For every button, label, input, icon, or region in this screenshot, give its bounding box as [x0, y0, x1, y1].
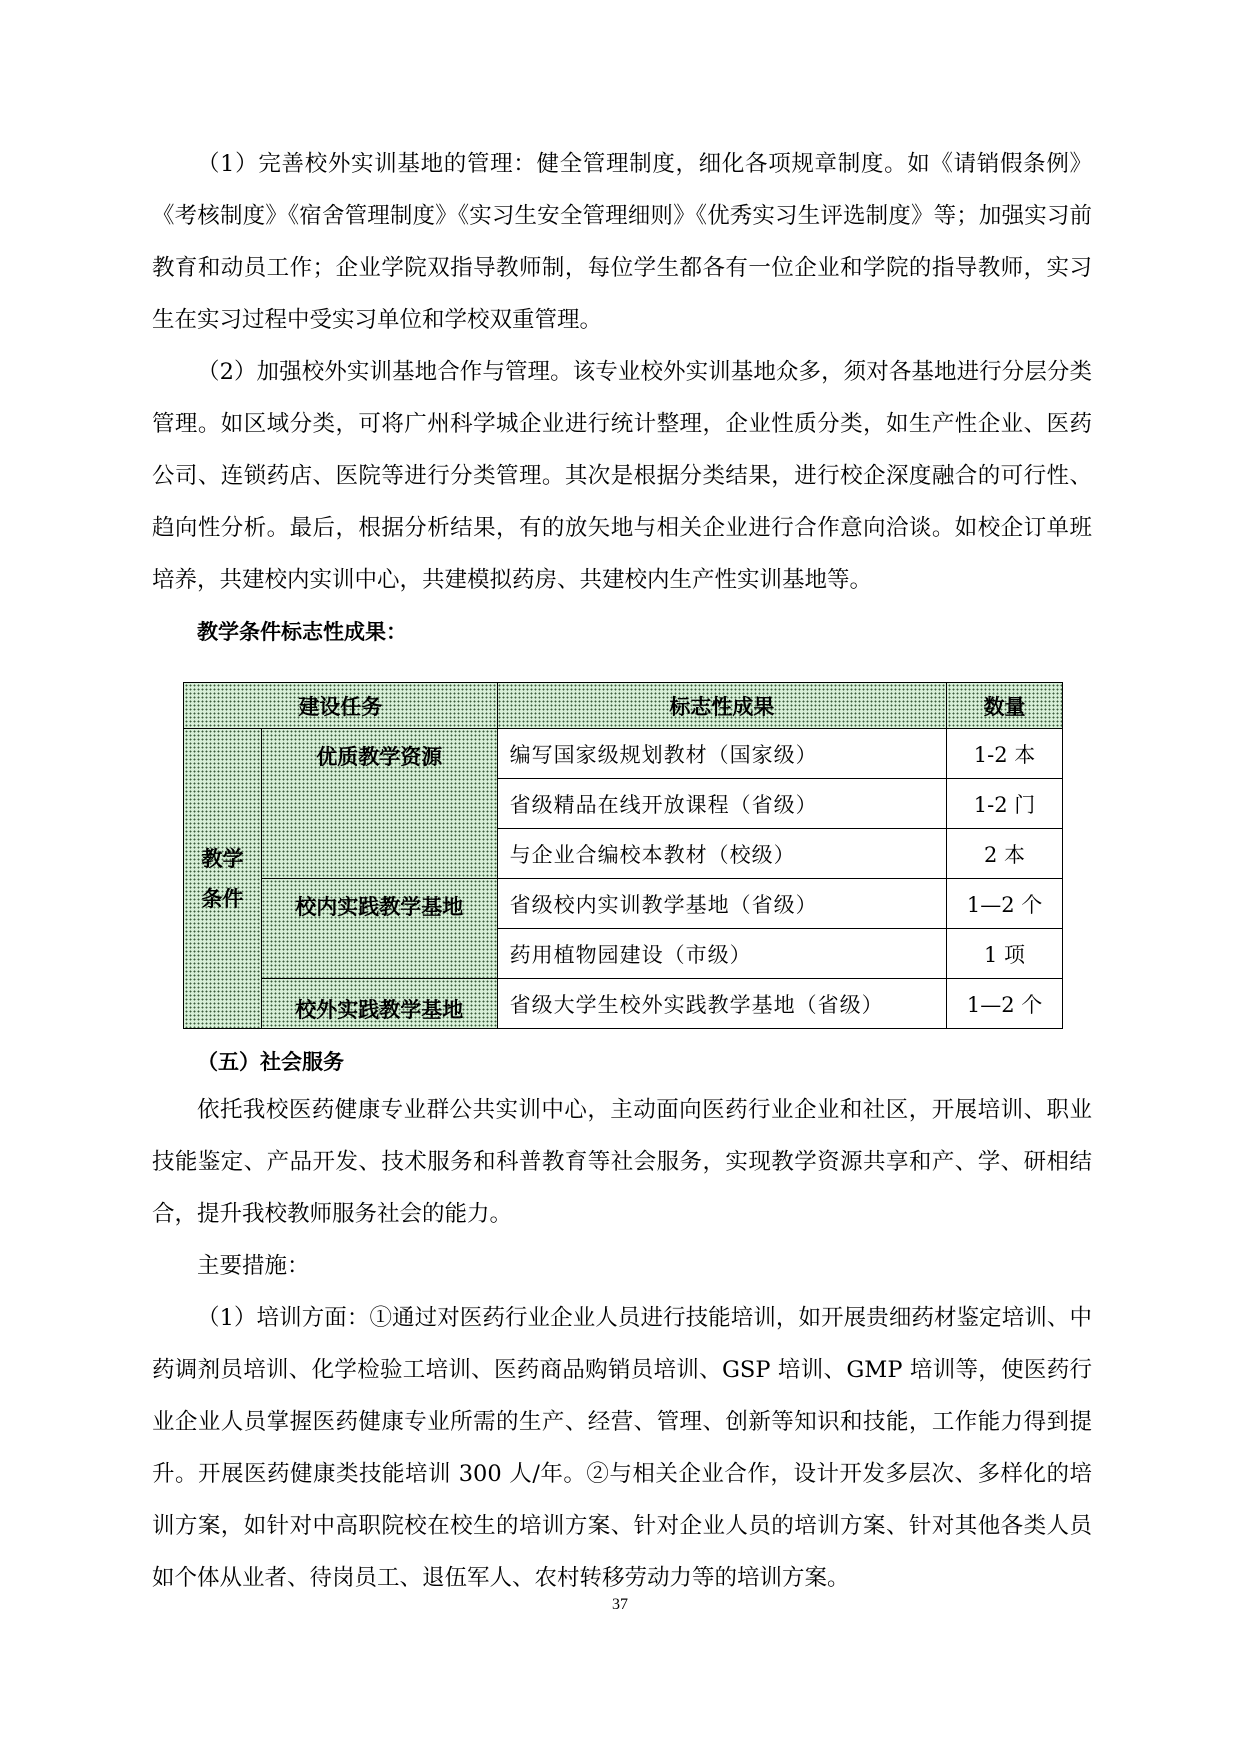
quantity-cell: 2 本	[947, 829, 1063, 879]
table-row	[184, 879, 1063, 929]
header-achievement: 标志性成果	[497, 683, 946, 729]
page-number: 37	[612, 1596, 628, 1613]
achievements-table	[183, 682, 1063, 1029]
table-row	[184, 729, 1063, 779]
quantity-cell: 1 项	[947, 929, 1063, 979]
paragraph-3: 依托我校医药健康专业群公共实训中心，主动面向医药行业企业和社区，开展培训、职业技能鉴定、产品开发、技术服务和科普教育等社会服务，实现教学资源共享和产、学、研相结合，提升我校教师服务社会的能力。	[152, 1097, 1092, 1227]
quantity-cell: 1-2 本	[947, 729, 1063, 779]
top-text-block	[152, 138, 1092, 658]
table-title: 教学条件标志性成果：	[197, 620, 407, 644]
paragraph-4: 主要措施：	[197, 1253, 310, 1279]
category-line-1: 教学	[201, 846, 244, 871]
bottom-text-block	[152, 1040, 1092, 1604]
quantity-cell: 1—2 个	[947, 979, 1063, 1029]
table-header-row	[184, 683, 1063, 729]
paragraph-1: （1）完善校外实训基地的管理：健全管理制度，细化各项规章制度。如《请销假条例》《考核制度》《宿舍管理制度》《实习生安全管理细则》《优秀实习生评选制度》等；加强实习前教育和动员工作；企业学院双指导教师制，每位学生都各有一位企业和学院的指导教师，实习生在实习过程中受实习单位和学校双重管理。	[152, 151, 1092, 333]
achievement-cell: 省级精品在线开放课程（省级）	[497, 779, 946, 829]
achievement-cell: 省级校内实训教学基地（省级）	[497, 879, 946, 929]
achievement-cell: 与企业合编校本教材（校级）	[497, 829, 946, 879]
quantity-cell: 1—2 个	[947, 879, 1063, 929]
achievement-cell: 省级大学生校外实践教学基地（省级）	[497, 979, 946, 1029]
header-task: 建设任务	[184, 683, 498, 729]
table-row	[184, 979, 1063, 1029]
section-heading: （五）社会服务	[197, 1050, 344, 1074]
category-cell	[184, 729, 262, 1029]
achievement-cell: 编写国家级规划教材（国家级）	[497, 729, 946, 779]
category-line-2: 条件	[201, 886, 244, 911]
quantity-cell: 1-2 门	[947, 779, 1063, 829]
header-quantity: 数量	[947, 683, 1063, 729]
paragraph-5: （1）培训方面：①通过对医药行业企业人员进行技能培训，如开展贵细药材鉴定培训、中药调剂员培训、化学检验工培训、医药商品购销员培训、GSP 培训、GMP 培训等，使医药行业企业人员掌握医药健康专业所需的生产、经营、管理、创新等知识和技能，工作能力得到提升。开展医药健康类技能培训 300 人/年。②与相关企业合作，设计开发多层次、多样化的培训方案，如针对中高职院校在校生的培训方案、针对企业人员的培训方案、针对其他各类人员如个体从业者、待岗员工、退伍军人、农村转移劳动力等的培训方案。	[152, 1305, 1092, 1591]
paragraph-2: （2）加强校外实训基地合作与管理。该专业校外实训基地众多，须对各基地进行分层分类管理。如区域分类，可将广州科学城企业进行统计整理，企业性质分类，如生产性企业、医药公司、连锁药店、医院等进行分类管理。其次是根据分类结果，进行校企深度融合的可行性、趋向性分析。最后，根据分析结果，有的放矢地与相关企业进行合作意向洽谈。如校企订单班培养，共建校内实训中心，共建模拟药房、共建校内生产性实训基地等。	[152, 359, 1092, 593]
achievement-cell: 药用植物园建设（市级）	[497, 929, 946, 979]
group-name-cell: 校内实践教学基地	[261, 879, 497, 979]
group-name-cell: 优质教学资源	[261, 729, 497, 879]
group-name-cell: 校外实践教学基地	[261, 979, 497, 1029]
